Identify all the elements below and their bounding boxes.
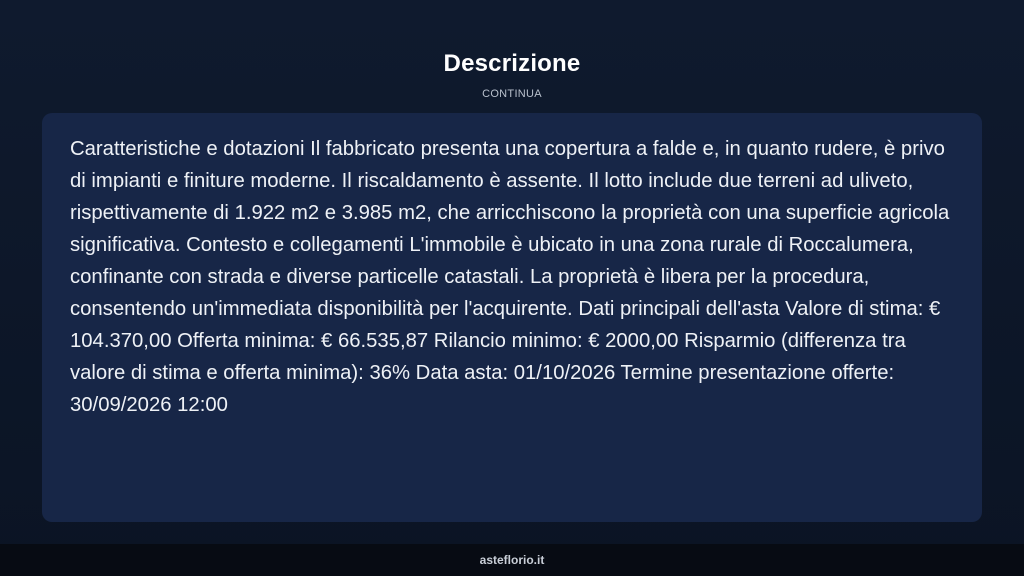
- footer-site-name: asteflorio.it: [479, 553, 545, 567]
- page-subtitle: CONTINUA: [482, 88, 542, 100]
- description-card: [42, 113, 982, 522]
- page-title: Descrizione: [443, 50, 581, 77]
- header: [0, 50, 1024, 101]
- footer: [0, 544, 1024, 576]
- description-text: Caratteristiche e dotazioni Il fabbricato presenta una copertura a falde e, in quanto rudere, è privo di impianti e finiture moderne. Il riscaldamento è assente. Il lotto include due terreni ad uliveto, rispettivamente di 1.922 m2 e 3.985 m2, che arricchiscono la proprietà con una superficie agricola significativa. Contesto e collegamenti L'immobile è ubicato in una zona rurale di Roccalumera, confinante con strada e diverse particelle catastali. La proprietà è libera per la procedura, consentendo un'immediata disponibilità per l'acquirente. Dati principali dell'asta Valore di stima: € 104.370,00 Offerta minima: € 66.535,87 Rilancio minimo: € 2000,00 Risparmio (differenza tra valore di stima e offerta minima): 36% Data asta: 01/10/2026 Termine presentazione offerte: 30/09/2026 12:00: [70, 138, 950, 416]
